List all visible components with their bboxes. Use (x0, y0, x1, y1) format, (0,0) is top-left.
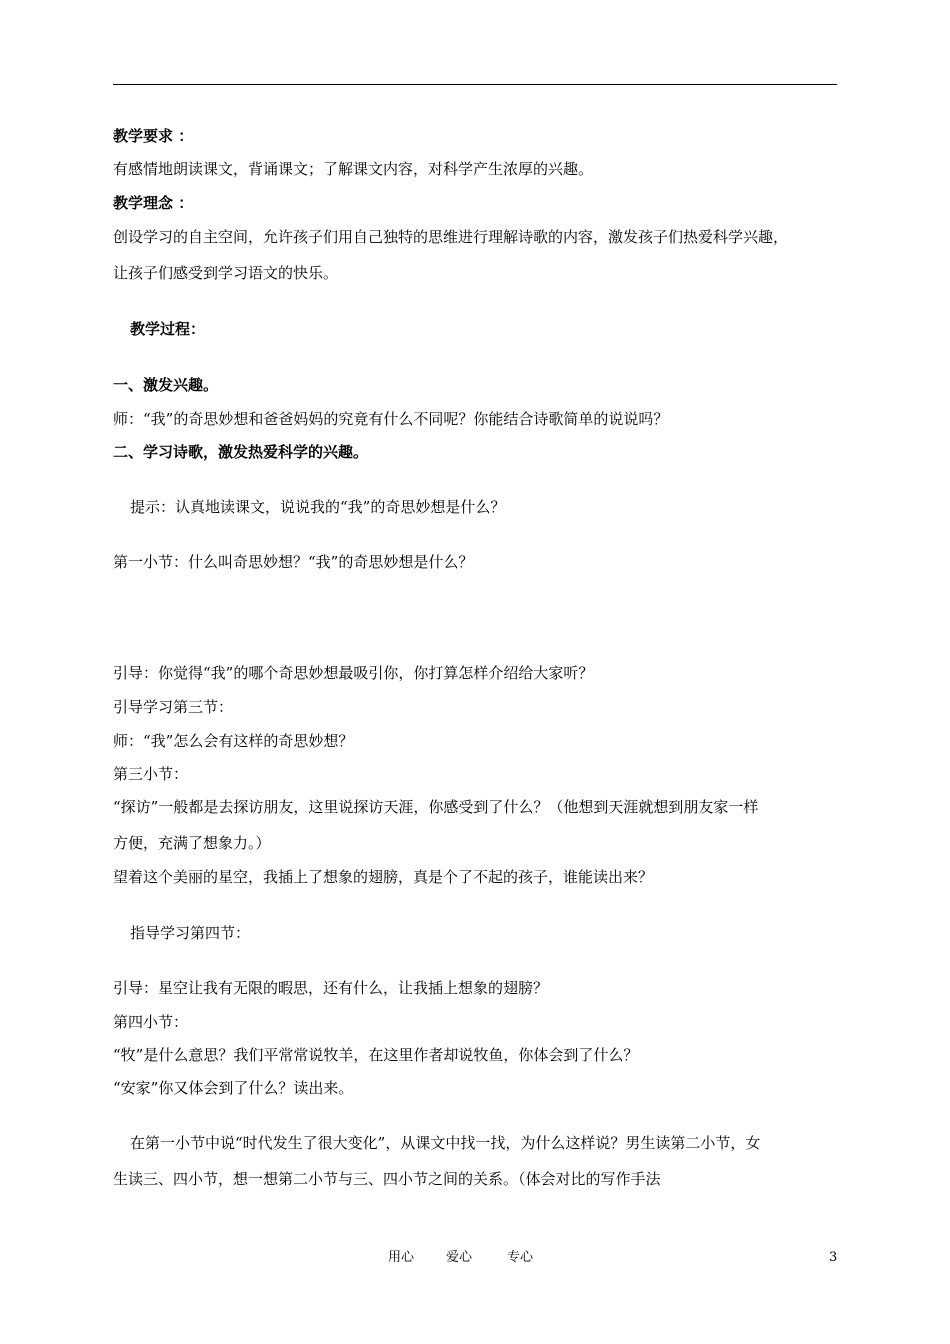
paragraph-line: “牧”是什么意思？我们平常常说牧羊，在这里作者却说牧鱼，你体会到了什么？ (113, 1046, 639, 1064)
paragraph-line: 引导：星空让我有无限的暇思，还有什么，让我插上想象的翅膀？ (113, 979, 549, 997)
footer-text-2: 爱心 (446, 1250, 473, 1265)
paragraph-line: 师：“我”怎么会有这样的奇思妙想？ (113, 732, 354, 750)
heading-teaching-philosophy: 教学理念 ： (113, 194, 194, 212)
paragraph-line: 指导学习第四节： (130, 924, 251, 942)
header-rule (113, 84, 837, 85)
section-heading-1: 一、激发兴趣。 (113, 376, 219, 394)
paragraph-line: 第三小节： (113, 765, 189, 783)
paragraph-line: 生读三、四小节，想一想第二小节与三、四小节之间的关系。（体会对比的写作手法 (113, 1170, 661, 1188)
heading-teaching-process: 教学过程： (130, 320, 206, 338)
paragraph-line: 引导：你觉得“我”的哪个奇思妙想最吸引你，你打算怎样介绍给大家听？ (113, 664, 594, 682)
section-heading-2: 二、学习诗歌，激发热爱科学的兴趣。 (113, 443, 369, 461)
paragraph-line: 第一小节：什么叫奇思妙想？“我”的奇思妙想是什么？ (113, 553, 474, 571)
page-number: 3 (829, 1250, 838, 1265)
paragraph-line: 有感情地朗读课文，背诵课文；了解课文内容，对科学产生浓厚的兴趣。 (113, 160, 594, 178)
paragraph-line: 望着这个美丽的星空，我插上了想象的翅膀，真是个了不起的孩子，谁能读出来？ (113, 868, 654, 886)
paragraph-line: 让孩子们感受到学习语文的快乐。 (113, 264, 339, 282)
paragraph-line: 第四小节： (113, 1013, 189, 1031)
heading-teaching-requirements: 教学要求 ： (113, 127, 194, 145)
footer-text-3: 专心 (507, 1250, 534, 1265)
footer-text-1: 用心 (388, 1250, 415, 1265)
paragraph-line: 创设学习的自主空间，允许孩子们用自己独特的思维进行理解诗歌的内容，激发孩子们热爱科学兴趣， (113, 228, 789, 246)
paragraph-line: 提示：认真地读课文，说说我的“我”的奇思妙想是什么？ (130, 498, 506, 516)
paragraph-line: 方便，充满了想象力。） (113, 834, 271, 852)
paragraph-line: 在第一小节中说“时代发生了很大变化”，从课文中找一找，为什么这样说？男生读第二小节，女 (130, 1134, 761, 1152)
paragraph-line: “探访”一般都是去探访朋友，这里说探访天涯，你感受到了什么？（他想到天涯就想到朋友家一样 (113, 798, 759, 816)
paragraph-line: 师：“我”的奇思妙想和爸爸妈妈的究竟有什么不同呢？你能结合诗歌简单的说说吗？ (113, 410, 669, 428)
paragraph-line: 引导学习第三节： (113, 698, 234, 716)
paragraph-line: “安家”你又体会到了什么？读出来。 (113, 1079, 354, 1097)
